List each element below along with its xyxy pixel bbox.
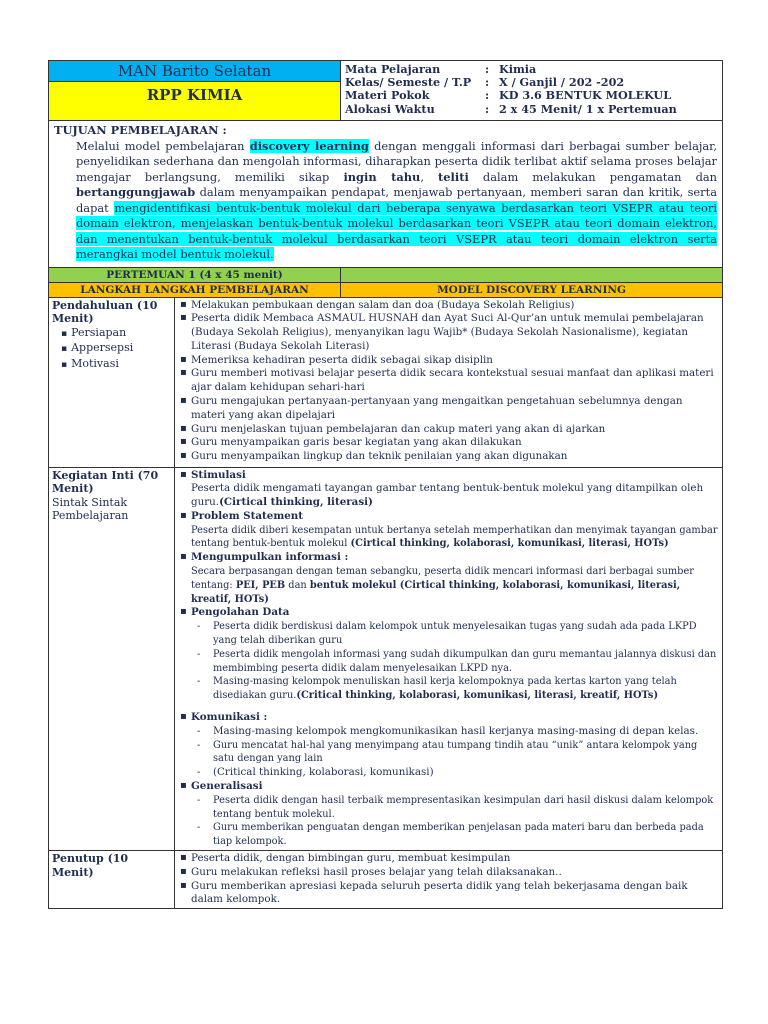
meta-colon: :: [485, 75, 490, 90]
meta-row: [345, 103, 718, 116]
objectives-part: Melalui model pembelajaran: [76, 138, 250, 153]
dash-list: [191, 725, 719, 780]
meta-value: KD 3.6 BENTUK MOLEKUL: [499, 88, 672, 103]
inti-content: [175, 467, 723, 851]
dash-item: [191, 675, 719, 703]
steps-header: LANGKAH LANGKAH PEMBELAJARAN: [49, 282, 341, 297]
text-bold: (Critical thinking, kolaborasi, komunikasi, literasi, kreatif, HOTs): [296, 690, 659, 702]
objectives-part: ,: [420, 169, 439, 184]
text-bold: PEI, PEB: [235, 579, 286, 591]
list-item: ▪ Guru melakukan refleksi hasil proses belajar yang telah dilaksanakan..: [178, 866, 719, 880]
meeting-header-empty: [341, 267, 723, 282]
section-title: Problem Statement: [191, 509, 304, 522]
section-title: Pengolahan Data: [191, 606, 290, 619]
meta-colon: :: [485, 101, 490, 116]
list-item: ▪ Guru mengajukan pertanyaan-pertanyaan yang mengaitkan pengetahuan sebelumnya dengan materi yang akan dipelajari: [178, 395, 719, 423]
section-title: Komunikasi :: [191, 711, 268, 724]
pendahuluan-content: [175, 297, 723, 467]
section-title: Mengumpulkan informasi :: [191, 551, 349, 564]
section-problem: [178, 510, 719, 551]
objectives-title: TUJUAN PEMBELAJARAN :: [54, 123, 227, 137]
objectives-part: dalam melakukan pengamatan dan: [468, 169, 717, 184]
pendahuluan-list: [178, 299, 719, 465]
learning-objectives: [49, 121, 723, 268]
list-item: ▪ Guru menyampaikan lingkup dan teknik penilaian yang akan digunakan: [178, 450, 719, 464]
objectives-bold: teliti: [438, 169, 469, 184]
dash-list: [191, 620, 719, 703]
objectives-highlight: mengidentifikasi bentuk-bentuk molekul dari beberapa senyawa berdasarkan teori VSEPR atau teori domain elektron, menjelaskan bentuk-bentuk molekul berdasarkan teori VSEPR atau teori domain elektron, dan menentukan bentuk-bentuk molekul berdasarkan teori VSEPR atau teori domain elektron serta merangkai model bentuk molekul.: [76, 200, 717, 261]
meta-row: [345, 89, 718, 102]
objectives-part: dengan menggali informasi dari berbagai sumber belajar, penyelidikan sederhana dan mengolah informasi, diharapkan peserta didik terlibat aktif selama proses belajar mengajar berlangsung, memiliki sikap: [76, 138, 717, 184]
phase-title: Pendahuluan (10 Menit): [52, 298, 158, 325]
text-part: dan: [285, 579, 310, 591]
meta-key: Alokasi Waktu: [345, 101, 435, 116]
list-item: ▪ Guru menyampaikan garis besar kegiatan yang akan dilakukan: [178, 436, 719, 450]
objectives-text: [76, 139, 717, 263]
text-bold: bentuk molekul (Cirtical thinking, kolaborasi, komunikasi, literasi, kreatif, HOTs): [191, 579, 681, 605]
text-bold: (Cirtical thinking, literasi): [219, 496, 373, 509]
phase-pendahuluan: [49, 297, 175, 467]
section-title: Stimulasi: [191, 468, 246, 481]
text-part: Masing-masing kelompok menuliskan hasil kerja kelompoknya pada kertas karton yang telah disediakan guru.: [213, 676, 677, 702]
phase-sub-item: ▪ Appersepsi: [61, 341, 171, 357]
meta-colon: :: [485, 62, 490, 76]
list-item: ▪ Memeriksa kehadiran peserta didik sebagai sikap disiplin: [178, 354, 719, 368]
inti-list: [178, 469, 719, 850]
penutup-list: [178, 852, 719, 907]
objectives-bold: ingin tahu: [343, 169, 421, 184]
section-text: [191, 524, 719, 552]
school-name: MAN Barito Selatan: [49, 61, 340, 82]
dash-item: - Masing-masing kelompok mengkomunikasikan hasil kerjanya masing-masing di depan kelas.: [191, 725, 719, 739]
text-part: Peserta didik diberi kesempatan untuk bertanya setelah memperhatikan dan menyimak tayangan gambar tentang bentuk-bentuk molekul: [191, 524, 718, 550]
meta-key: Materi Pokok: [345, 88, 430, 103]
header-left-cell: [49, 61, 341, 121]
section-generalisasi: [178, 780, 719, 849]
meta-colon: :: [485, 88, 490, 103]
phase-sub-list: [52, 326, 171, 373]
text-bold: (Cirtical thinking, kolaborasi, komunikasi, literasi, HOTs): [350, 538, 669, 550]
rpp-title: RPP KIMIA: [49, 82, 340, 120]
meta-value: X / Ganjil / 202 -202: [499, 75, 625, 90]
phase-sub-item: ▪ Motivasi: [61, 357, 171, 373]
phase-title: Penutup (10 Menit): [52, 852, 129, 879]
lesson-plan-table: [48, 60, 723, 909]
objectives-highlight: discovery learning: [249, 138, 369, 153]
section-title: Generalisasi: [191, 780, 263, 793]
list-item: ▪ Guru memberikan apresiasi kepada seluruh peserta didik yang telah bekerjasama dengan baik dalam kelompok.: [178, 880, 719, 908]
dash-item: - Peserta didik berdiskusi dalam kelompok untuk menyelesaikan tugas yang sudah ada pada LKPD yang telah diberikan guru: [191, 620, 719, 648]
phase-title: Kegiatan Inti (70 Menit): [52, 468, 159, 495]
section-text: [191, 565, 719, 606]
section-komunikasi: [178, 711, 719, 780]
model-header: MODEL DISCOVERY LEARNING: [341, 282, 723, 297]
section-text: [191, 482, 719, 510]
phase-inti: [49, 467, 175, 851]
dash-item: - Guru memberikan penguatan dengan memberikan penjelasan pada materi baru dan berbeda pada tiap kelompok.: [191, 821, 719, 849]
meta-value: Kimia: [499, 62, 537, 76]
text-part: Secara berpasangan dengan teman sebangku, peserta didik mencari informasi dari berbagai sumber tentang:: [191, 566, 694, 591]
meta-value: 2 x 45 Menit/ 1 x Pertemuan: [499, 101, 677, 116]
lesson-plan-page: [48, 60, 722, 909]
dash-list: [191, 794, 719, 849]
dash-item: - Peserta didik mengolah informasi yang sudah dikumpulkan dan guru memantau jalannya diskusi dan membimbing peserta didik dalam menyelesaikan LKPD nya.: [191, 648, 719, 676]
dash-item: - Peserta didik dengan hasil terbaik mempresentasikan kesimpulan dari hasil diskusi dalam kelompok tentang bentuk molekul.: [191, 794, 719, 822]
phase-subtitle: Sintak Sintak Pembelajaran: [52, 495, 129, 522]
section-kumpul: [178, 551, 719, 606]
list-item: ▪ Guru memberi motivasi belajar peserta didik secara kontekstual sesuai manfaat dan aplikasi materi ajar dalam kehidupan sehari-hari: [178, 367, 719, 395]
meta-info: [341, 61, 723, 121]
meta-key: Mata Pelajaran: [345, 62, 441, 76]
phase-penutup: [49, 851, 175, 909]
objectives-bold: bertanggungjawab: [76, 185, 196, 199]
dash-item: - (Critical thinking, kolaborasi, komunikasi): [191, 766, 719, 780]
section-olah: [178, 606, 719, 711]
list-item: ▪ Guru menjelaskan tujuan pembelajaran dan cakup materi yang akan di ajarkan: [178, 423, 719, 437]
meeting-header: PERTEMUAN 1 (4 x 45 menit): [49, 267, 341, 282]
penutup-content: [175, 851, 723, 909]
dash-item: - Guru mencatat hal-hal yang menyimpang atau tumpang tindih atau “unik” antara kelompok yang satu dengan yang lain: [191, 739, 719, 767]
list-item: ▪ Peserta didik Membaca ASMAUL HUSNAH dan Ayat Suci Al-Qur’an untuk memulai pembelajaran (Budaya Sekolah Religius), menyanyikan lagu Wajib* (Budaya Sekolah Nasionalisme), kegiatan Literasi (Budaya Sekolah Literasi): [178, 312, 719, 353]
phase-sub-item: ▪ Persiapan: [61, 326, 171, 342]
list-item: ▪ Melakukan pembukaan dengan salam dan doa (Budaya Sekolah Religius): [178, 299, 719, 313]
objectives-part: dalam menyampaikan pendapat, menjawab pertanyaan, memberi saran dan kritik, serta dapat: [76, 185, 717, 215]
meta-key: Kelas/ Semeste / T.P: [345, 75, 472, 90]
section-stimulasi: [178, 469, 719, 510]
list-item: ▪ Peserta didik, dengan bimbingan guru, membuat kesimpulan: [178, 852, 719, 866]
text-part: Peserta didik mengamati tayangan gambar tentang bentuk-bentuk molekul yang ditampilkan oleh guru.: [191, 482, 704, 509]
